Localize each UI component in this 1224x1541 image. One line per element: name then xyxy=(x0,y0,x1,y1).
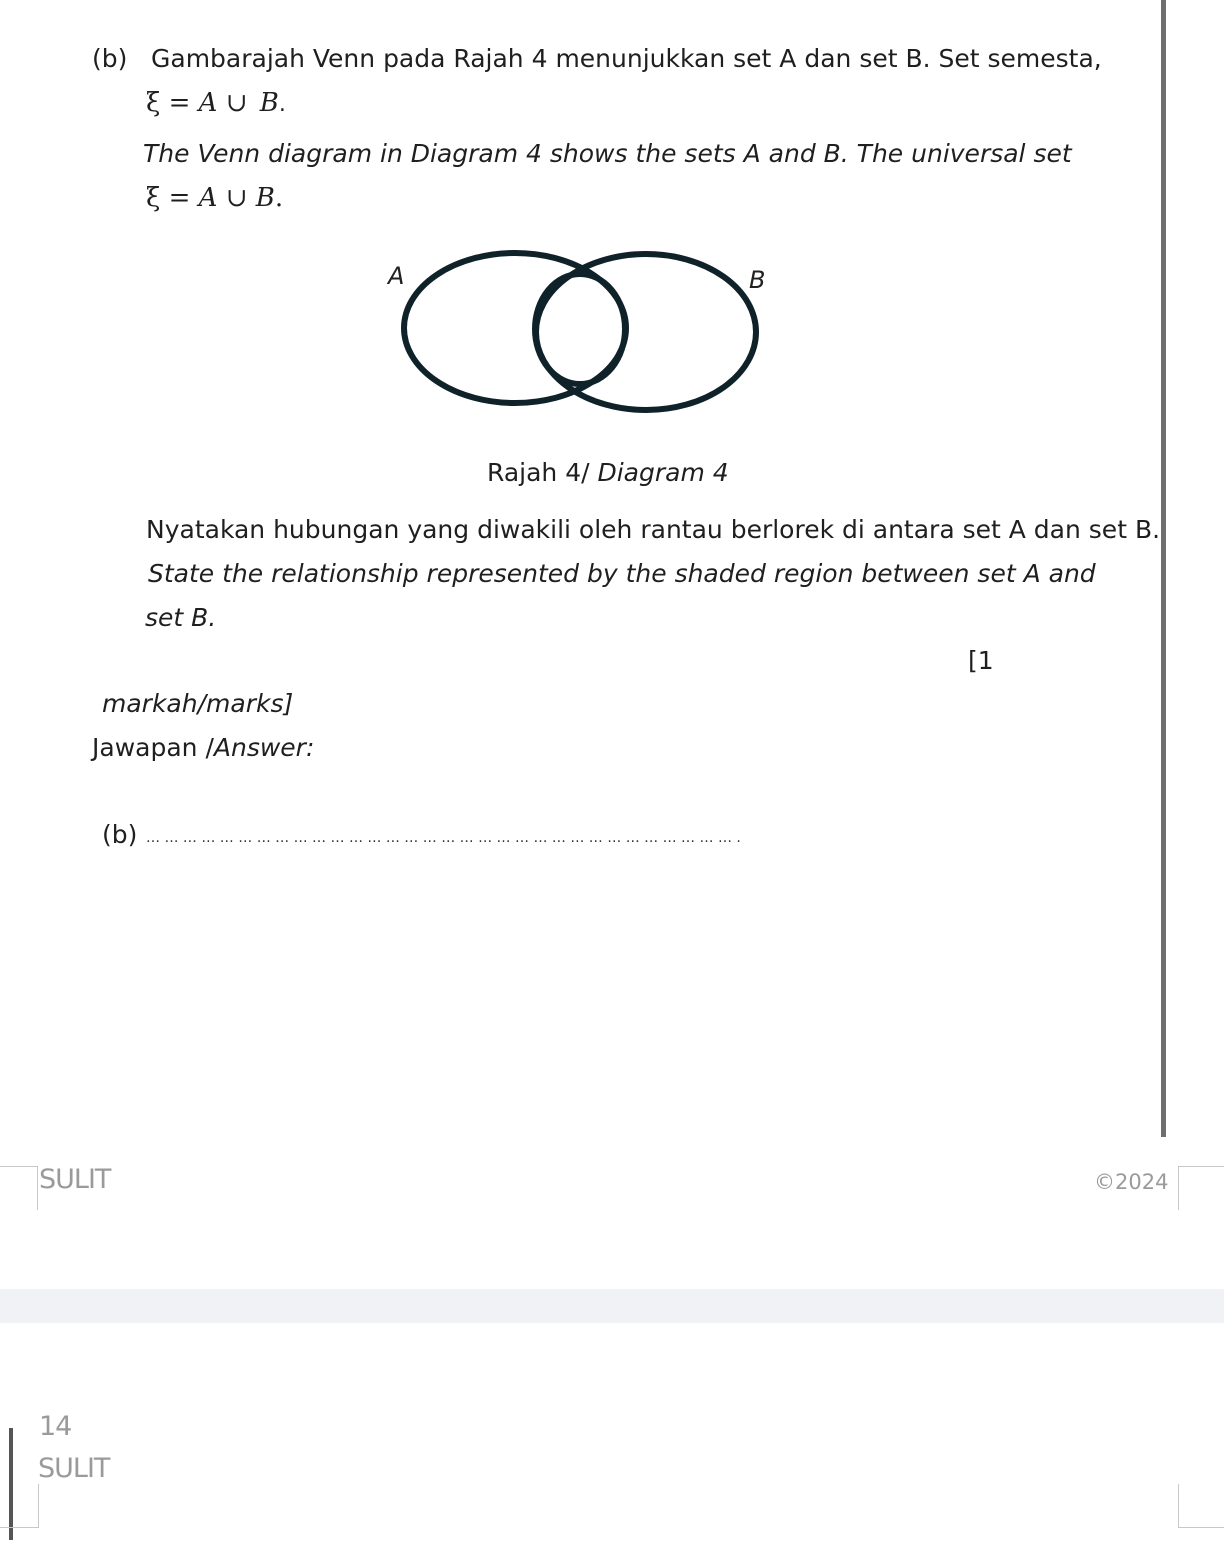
diagram-caption: Rajah 4/ Diagram 4 xyxy=(487,458,729,487)
page-gap xyxy=(0,1289,1224,1323)
marks-close: markah/marks] xyxy=(102,689,294,718)
universal-set-definition-ms xyxy=(146,88,286,120)
set-b-label: B xyxy=(749,266,766,294)
marks-open: [1 xyxy=(968,646,994,675)
instruction-en-line1: State the relationship represented by the shaded region between set A and xyxy=(148,559,1096,588)
header-tick-right xyxy=(1178,1484,1179,1528)
footer-rule-left xyxy=(0,1166,37,1167)
union-symbol: ∪ xyxy=(225,88,248,118)
header-tick-left xyxy=(38,1484,39,1528)
equals-sign: = xyxy=(168,88,191,118)
page-edge-bar xyxy=(9,1428,13,1540)
set-b-symbol: B xyxy=(255,183,275,213)
equals-sign: = xyxy=(168,183,191,213)
page-margin-rule xyxy=(1161,0,1166,1137)
inner-circle xyxy=(535,274,625,384)
instruction-ms: Nyatakan hubungan yang diwakili oleh rantau berlorek di antara set A dan set B. xyxy=(146,515,1161,544)
footer-sulit: SULIT xyxy=(39,1164,111,1195)
set-a-symbol: A xyxy=(198,88,218,118)
period: . xyxy=(278,92,286,117)
universal-symbol: ξ xyxy=(146,88,161,118)
set-b-symbol: B xyxy=(259,88,279,118)
universal-set-definition-en xyxy=(146,183,283,213)
set-a-symbol: A xyxy=(198,183,218,213)
set-a-label: A xyxy=(388,262,405,290)
answer-dotted-line[interactable]: … … … … … … … … … … … … … … … … … … … … … … … … … … … … … … … … . xyxy=(146,830,741,846)
header-rule-right xyxy=(1178,1527,1224,1528)
header-rule-left xyxy=(0,1527,38,1528)
instruction-en-line2: set B. xyxy=(145,603,217,632)
footer-tick-left xyxy=(37,1166,38,1210)
answer-part-label: (b) xyxy=(102,820,138,849)
question-intro-ms: Gambarajah Venn pada Rajah 4 menunjukkan set A dan set B. Set semesta, xyxy=(151,44,1102,73)
venn-diagram xyxy=(380,240,780,425)
footer-copyright: ©2024 xyxy=(1094,1170,1169,1194)
period: . xyxy=(274,183,284,213)
question-intro-en: The Venn diagram in Diagram 4 shows the sets A and B. The universal set xyxy=(143,139,1072,168)
question-label: (b) xyxy=(92,44,128,73)
footer-tick-right xyxy=(1178,1166,1179,1210)
answer-heading: Jawapan /Answer: xyxy=(92,733,315,762)
header-sulit: SULIT xyxy=(38,1453,110,1484)
universal-symbol: ξ xyxy=(146,183,161,213)
union-symbol: ∪ xyxy=(225,183,248,213)
footer-rule-right xyxy=(1178,1166,1224,1167)
page-number: 14 xyxy=(39,1411,72,1442)
